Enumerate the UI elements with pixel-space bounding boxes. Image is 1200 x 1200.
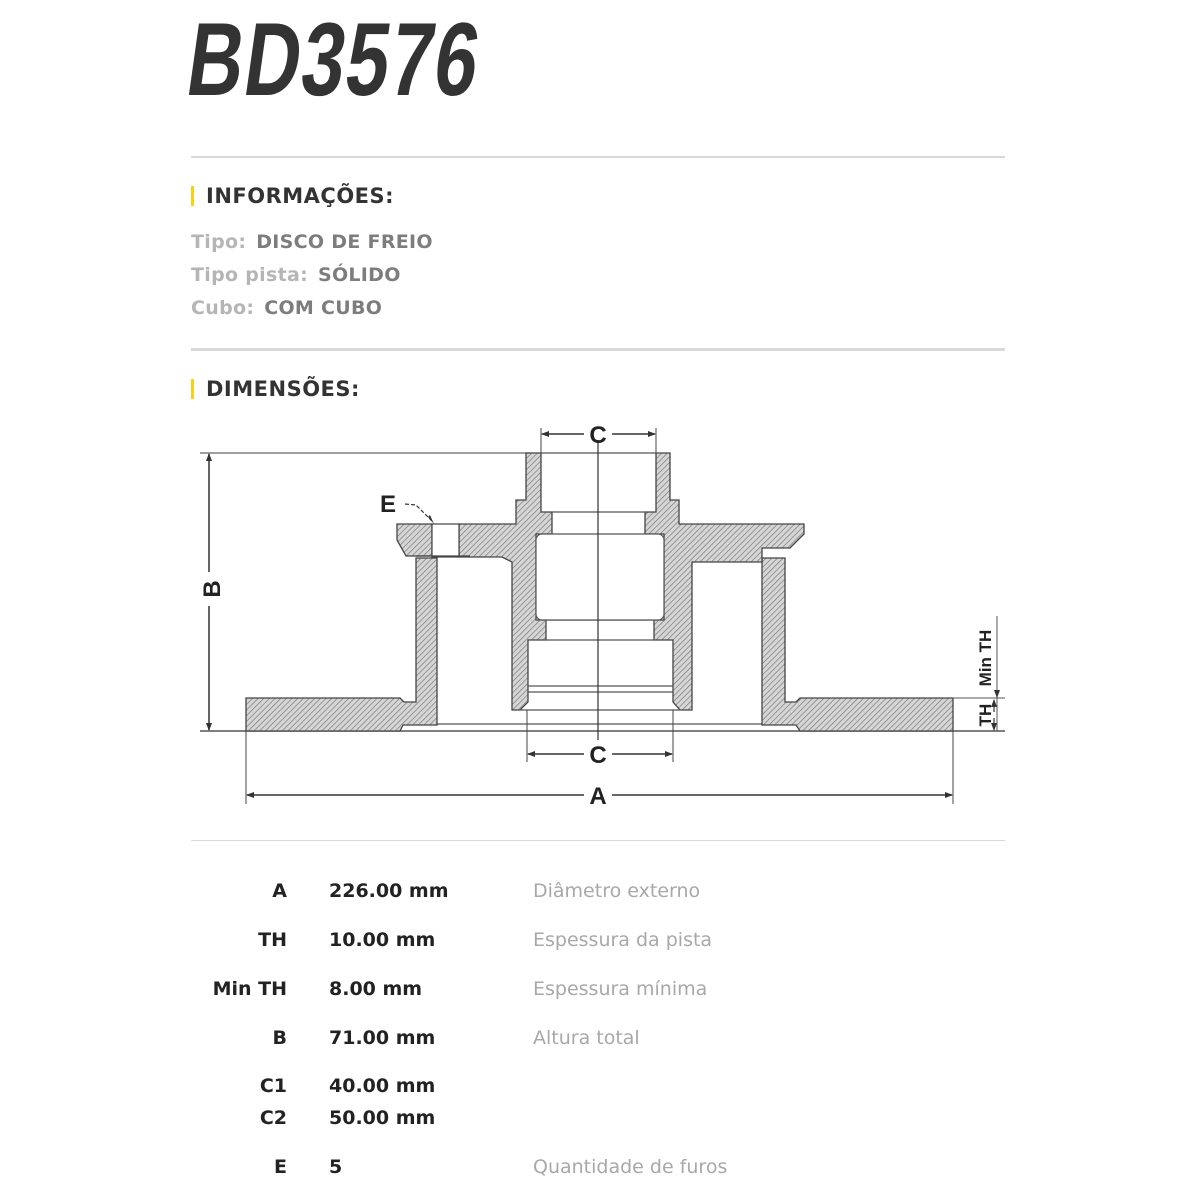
spec-code: C1 [259, 1075, 287, 1097]
info-heading-label: INFORMAÇÕES: [206, 184, 395, 208]
right-braking-surface [762, 558, 953, 731]
spec-code: Min TH [212, 978, 287, 1000]
left-braking-surface [246, 558, 437, 731]
spec-row-min-th [191, 975, 991, 1003]
product-code-title: BD3576 [180, 2, 489, 118]
info-label: Cubo: [191, 297, 255, 319]
spec-description: Espessura da pista [533, 929, 713, 951]
spec-row-e [191, 1153, 991, 1181]
spec-code: TH [258, 929, 287, 951]
spec-code: C2 [259, 1107, 287, 1129]
dim-label-c-top: C [589, 422, 607, 449]
spec-value: 40.00 mm [329, 1075, 436, 1097]
dim-label-e: E [380, 491, 397, 518]
spec-value: 226.00 mm [329, 880, 449, 902]
info-value: COM CUBO [264, 297, 383, 319]
spec-row-a [191, 877, 991, 905]
info-value: SÓLIDO [317, 264, 401, 286]
dim-label-a: A [589, 783, 607, 810]
info-label: Tipo: [191, 231, 247, 253]
dim-label-min-th: Min TH [976, 629, 995, 687]
spec-code: B [272, 1027, 287, 1049]
info-label: Tipo pista: [191, 264, 308, 286]
spec-value: 50.00 mm [329, 1107, 436, 1129]
dim-label-b: B [199, 580, 226, 598]
spec-value: 10.00 mm [329, 929, 436, 951]
spec-code: A [272, 880, 287, 902]
spec-value: 8.00 mm [329, 978, 423, 1000]
spec-description: Espessura mínima [533, 978, 708, 1000]
info-value: DISCO DE FREIO [256, 231, 433, 253]
spec-row-b [191, 1024, 991, 1052]
spec-description: Diâmetro externo [533, 880, 701, 902]
spec-code: E [274, 1156, 287, 1178]
dim-label-th: TH [976, 703, 995, 727]
spec-row-c1 [191, 1072, 991, 1100]
bolt-hole [432, 524, 459, 557]
spec-row-c2 [191, 1104, 991, 1132]
spec-row-th [191, 926, 991, 954]
divider [191, 840, 1005, 841]
spec-value: 71.00 mm [329, 1027, 436, 1049]
dimensions-heading-label: DIMENSÕES: [206, 377, 360, 401]
spec-description: Altura total [533, 1027, 640, 1049]
spec-value: 5 [329, 1156, 343, 1178]
spec-description: Quantidade de furos [533, 1156, 728, 1178]
dim-label-c-bottom: C [589, 742, 607, 769]
